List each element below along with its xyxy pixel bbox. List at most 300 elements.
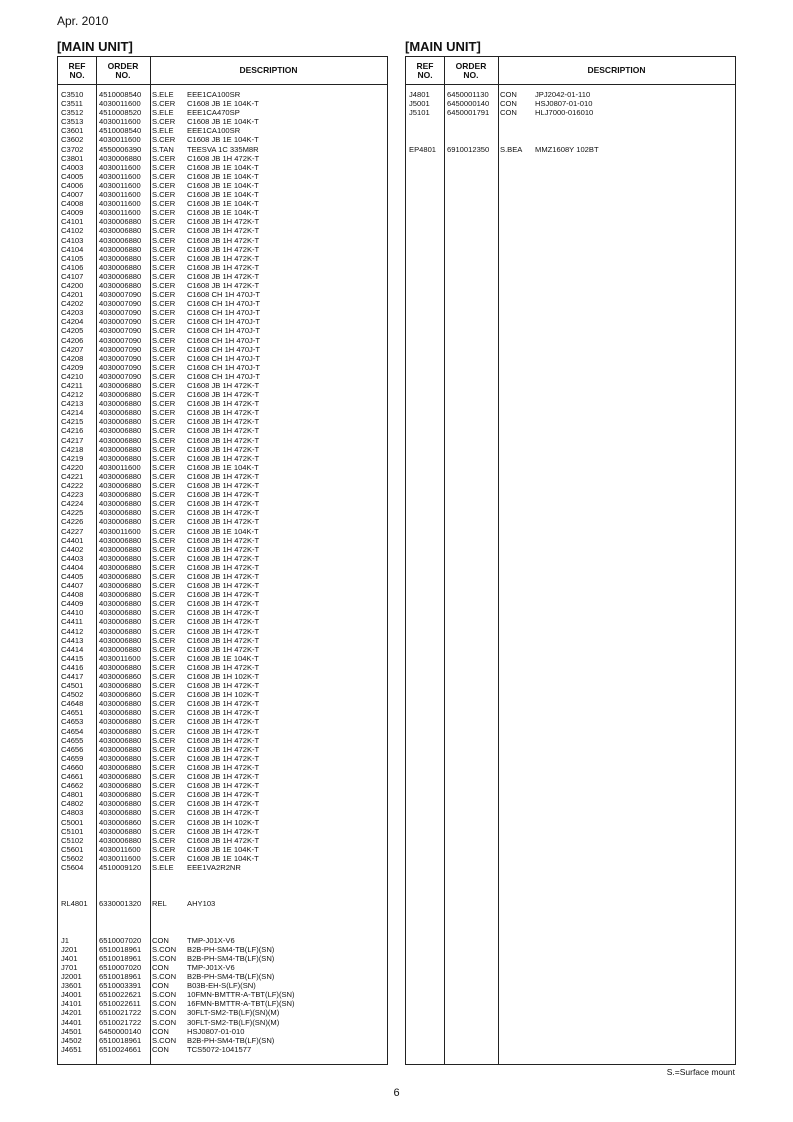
- part-type-cell: S.CON: [152, 999, 177, 1009]
- description-cell: C1608 JB 1H 472K-T: [187, 244, 260, 254]
- description-cell: EEE1CA100SR: [187, 126, 241, 136]
- order-no-cell: 4030011600: [99, 171, 141, 181]
- part-type-cell: S.CON: [152, 953, 177, 963]
- description-cell: C1608 JB 1H 472K-T: [187, 571, 260, 581]
- part-type-cell: S.CER: [152, 681, 176, 691]
- description-cell: C1608 JB 1H 472K-T: [187, 553, 260, 563]
- table-row: [58, 417, 387, 426]
- part-type-cell: S.CER: [152, 717, 176, 727]
- order-no-cell: 4030006880: [99, 699, 142, 709]
- order-no-cell: 4030007090: [99, 353, 142, 363]
- spacer-row: [58, 881, 387, 890]
- table-row: [58, 481, 387, 490]
- ref-no-cell: C4218: [61, 444, 84, 454]
- description-cell: C1608 JB 1H 472K-T: [187, 235, 260, 245]
- ref-no-cell: J4651: [61, 1044, 82, 1054]
- table-row: [58, 508, 387, 517]
- description-cell: C1608 JB 1H 472K-T: [187, 590, 260, 600]
- part-type-cell: S.CER: [152, 190, 176, 200]
- table-row: [58, 945, 387, 954]
- table-row: [58, 1045, 387, 1054]
- part-type-cell: S.CER: [152, 535, 176, 545]
- table-row: [58, 272, 387, 281]
- part-type-cell: S.CER: [152, 235, 176, 245]
- description-cell: C1608 JB 1H 472K-T: [187, 581, 260, 591]
- part-type-cell: S.CER: [152, 299, 176, 309]
- left-rows: [58, 90, 387, 1054]
- part-type-cell: S.CER: [152, 708, 176, 718]
- table-row: [58, 599, 387, 608]
- order-no-cell: 4030006860: [99, 690, 142, 700]
- table-row: [58, 827, 387, 836]
- description-cell: AHY103: [187, 899, 216, 909]
- description-cell: C1608 JB 1H 472K-T: [187, 453, 260, 463]
- ref-no-cell: C4402: [61, 544, 84, 554]
- description-cell: C1608 JB 1E 104K-T: [187, 844, 259, 854]
- description-cell: C1608 JB 1H 472K-T: [187, 835, 260, 845]
- table-header: [58, 57, 387, 85]
- ref-no-cell: RL4801: [61, 899, 88, 909]
- order-no-cell: 6510021722: [99, 1017, 142, 1027]
- description-cell: C1608 JB 1H 472K-T: [187, 662, 260, 672]
- order-no-cell: 4030006880: [99, 544, 142, 554]
- table-row: [58, 754, 387, 763]
- part-type-cell: S.CER: [152, 353, 176, 363]
- part-type-cell: S.ELE: [152, 108, 174, 118]
- description-cell: C1608 JB 1H 472K-T: [187, 471, 260, 481]
- description-cell: C1608 CH 1H 470J-T: [187, 290, 261, 300]
- ref-no-cell: C3601: [61, 126, 84, 136]
- description-cell: C1608 JB 1H 472K-T: [187, 426, 260, 436]
- ref-no-cell: C4412: [61, 626, 84, 636]
- description-cell: C1608 JB 1H 472K-T: [187, 808, 260, 818]
- description-cell: C1608 CH 1H 470J-T: [187, 371, 261, 381]
- ref-no-cell: C4655: [61, 735, 84, 745]
- part-type-cell: S.CER: [152, 308, 176, 318]
- spacer-row: [406, 126, 735, 135]
- ref-no-cell: C4417: [61, 672, 84, 681]
- description-cell: C1608 JB 1H 472K-T: [187, 608, 260, 618]
- part-type-cell: S.CER: [152, 726, 176, 736]
- part-type-cell: S.CER: [152, 735, 176, 745]
- ref-no-cell: EP4801: [409, 144, 437, 154]
- order-no-cell: 6450000140: [447, 99, 490, 109]
- order-no-cell: 6450001791: [447, 108, 490, 118]
- order-no-cell: 4030011600: [99, 844, 141, 854]
- order-no-cell: 4030006880: [99, 562, 142, 572]
- part-type-cell: S.CER: [152, 508, 176, 518]
- description-cell: C1608 JB 1E 104K-T: [187, 853, 259, 863]
- description-cell: C1608 JB 1H 472K-T: [187, 772, 260, 782]
- ref-no-cell: C4224: [61, 499, 84, 509]
- description-cell: C1608 JB 1H 472K-T: [187, 753, 260, 763]
- description-cell: C1608 JB 1E 104K-T: [187, 180, 259, 190]
- part-type-cell: S.CER: [152, 344, 176, 354]
- part-type-cell: S.CER: [152, 799, 176, 809]
- ref-no-cell: C4104: [61, 244, 84, 254]
- part-type-cell: S.CON: [152, 990, 177, 1000]
- order-no-cell: 4030006880: [99, 553, 142, 563]
- table-row: [58, 381, 387, 390]
- part-type-cell: S.CER: [152, 553, 176, 563]
- part-type-cell: S.CER: [152, 626, 176, 636]
- part-type-cell: S.CER: [152, 435, 176, 445]
- order-no-cell: 4030006880: [99, 826, 142, 836]
- order-no-header: ORDER NO.: [455, 60, 487, 80]
- right-section-title: [MAIN UNIT]: [405, 39, 481, 54]
- table-row: [58, 681, 387, 690]
- ref-no-cell: C4415: [61, 653, 84, 663]
- ref-no-cell: C4223: [61, 490, 84, 500]
- table-row: [58, 181, 387, 190]
- column-divider: [444, 57, 445, 1064]
- ref-no-cell: C4102: [61, 226, 84, 236]
- part-type-cell: S.CER: [152, 481, 176, 491]
- table-row: [58, 326, 387, 335]
- description-cell: C1608 JB 1H 472K-T: [187, 481, 260, 491]
- table-row: [58, 126, 387, 135]
- order-no-cell: 4030006880: [99, 381, 142, 390]
- ref-no-cell: J2001: [61, 972, 82, 982]
- part-type-cell: CON: [500, 90, 517, 99]
- part-type-cell: S.CER: [152, 581, 176, 591]
- ref-no-cell: C4210: [61, 371, 84, 381]
- ref-no-cell: J4502: [61, 1035, 82, 1045]
- ref-no-cell: C4409: [61, 599, 84, 609]
- part-type-cell: S.CER: [152, 271, 176, 281]
- description-cell: C1608 JB 1H 472K-T: [187, 726, 260, 736]
- part-type-cell: S.CER: [152, 590, 176, 600]
- description-cell: C1608 JB 1H 472K-T: [187, 253, 260, 263]
- order-no-cell: 4510008540: [99, 90, 142, 99]
- description-cell: C1608 JB 1H 472K-T: [187, 390, 260, 400]
- order-no-cell: 4030006880: [99, 762, 142, 772]
- ref-no-cell: C4803: [61, 808, 84, 818]
- part-type-cell: S.ELE: [152, 90, 174, 99]
- part-type-cell: S.CER: [152, 417, 176, 427]
- order-no-cell: 4030006880: [99, 499, 142, 509]
- part-type-cell: S.CER: [152, 690, 176, 700]
- table-row: [58, 1027, 387, 1036]
- ref-no-cell: C5604: [61, 862, 84, 872]
- part-type-cell: S.CON: [152, 1017, 177, 1027]
- order-no-cell: 4030006880: [99, 799, 142, 809]
- part-type-cell: S.CER: [152, 662, 176, 672]
- ref-no-cell: C4200: [61, 280, 84, 290]
- order-no-cell: 4030006880: [99, 253, 142, 263]
- description-cell: 10FMN-BMTTR-A-TBT(LF)(SN): [187, 990, 295, 1000]
- table-row: [58, 499, 387, 508]
- ref-no-cell: C4008: [61, 199, 84, 209]
- table-row: [58, 163, 387, 172]
- table-row: [58, 708, 387, 717]
- description-cell: C1608 JB 1E 104K-T: [187, 162, 259, 172]
- part-type-cell: S.CER: [152, 462, 176, 472]
- table-row: [58, 436, 387, 445]
- description-cell: C1608 JB 1H 472K-T: [187, 699, 260, 709]
- ref-no-cell: C4401: [61, 535, 84, 545]
- table-row: [58, 263, 387, 272]
- order-no-cell: 6510024661: [99, 1044, 142, 1054]
- description-cell: C1608 JB 1H 472K-T: [187, 271, 260, 281]
- order-no-cell: 4550006390: [99, 144, 142, 154]
- part-type-cell: S.CER: [152, 262, 176, 272]
- order-no-cell: 4030006880: [99, 835, 142, 845]
- ref-no-cell: C4404: [61, 562, 84, 572]
- ref-no-cell: C4408: [61, 590, 84, 600]
- table-row: [58, 772, 387, 781]
- order-no-cell: 4030007090: [99, 335, 142, 345]
- ref-no-cell: C4006: [61, 180, 84, 190]
- ref-no-cell: C4215: [61, 417, 84, 427]
- table-row: [58, 727, 387, 736]
- ref-no-cell: C5101: [61, 826, 84, 836]
- table-row: [58, 636, 387, 645]
- ref-no-cell: C3602: [61, 135, 84, 145]
- ref-no-cell: C4101: [61, 217, 84, 227]
- table-row: [58, 290, 387, 299]
- table-row: [58, 135, 387, 144]
- table-row: [58, 763, 387, 772]
- spacer-row: [406, 135, 735, 144]
- right-parts-table: [405, 56, 736, 1065]
- description-cell: C1608 JB 1H 472K-T: [187, 508, 260, 518]
- table-row: [58, 836, 387, 845]
- order-no-cell: 6510018961: [99, 972, 142, 982]
- part-type-cell: S.CER: [152, 153, 176, 163]
- part-type-cell: S.CER: [152, 826, 176, 836]
- part-type-cell: S.CER: [152, 753, 176, 763]
- part-type-cell: S.CER: [152, 217, 176, 227]
- description-cell: C1608 JB 1H 472K-T: [187, 217, 260, 227]
- page-number: 6: [393, 1087, 400, 1099]
- order-no-cell: 4030006880: [99, 753, 142, 763]
- description-cell: C1608 JB 1E 104K-T: [187, 526, 259, 536]
- order-no-cell: 4030007090: [99, 344, 142, 354]
- table-row: [58, 790, 387, 799]
- table-row: [58, 1018, 387, 1027]
- part-type-cell: CON: [152, 981, 169, 991]
- table-row: [58, 145, 387, 154]
- description-cell: EEE1CA470SP: [187, 108, 240, 118]
- order-no-cell: 4030006880: [99, 708, 142, 718]
- table-row: [58, 308, 387, 317]
- part-type-cell: S.CER: [152, 635, 176, 645]
- description-cell: C1608 JB 1H 472K-T: [187, 399, 260, 409]
- part-type-cell: S.CER: [152, 408, 176, 418]
- order-no-cell: 4030006880: [99, 617, 142, 627]
- description-cell: C1608 JB 1H 472K-T: [187, 435, 260, 445]
- description-cell: C1608 JB 1H 472K-T: [187, 781, 260, 791]
- order-no-cell: 4030006880: [99, 608, 142, 618]
- order-no-cell: 4030006880: [99, 444, 142, 454]
- ref-no-cell: C4407: [61, 581, 84, 591]
- description-cell: HSJ0807-01-010: [187, 1026, 245, 1036]
- ref-no-cell: C4416: [61, 662, 84, 672]
- order-no-cell: 6510022611: [99, 999, 141, 1009]
- order-no-cell: 4030006880: [99, 681, 142, 691]
- part-type-cell: S.CER: [152, 244, 176, 254]
- part-type-cell: CON: [152, 963, 169, 972]
- order-no-cell: 4030006880: [99, 217, 142, 227]
- part-type-cell: S.CER: [152, 253, 176, 263]
- table-row: [58, 572, 387, 581]
- ref-no-cell: C4222: [61, 481, 84, 491]
- table-row: [58, 863, 387, 872]
- ref-no-cell: C4217: [61, 435, 84, 445]
- description-cell: EEE1CA100SR: [187, 90, 241, 99]
- description-cell: C1608 CH 1H 470J-T: [187, 362, 261, 372]
- order-no-cell: 4030006880: [99, 535, 142, 545]
- table-row: [58, 663, 387, 672]
- description-cell: 30FLT-SM2-TB(LF)(SN)(M): [187, 1008, 280, 1018]
- description-cell: C1608 JB 1H 472K-T: [187, 226, 260, 236]
- ref-no-cell: C4659: [61, 753, 84, 763]
- description-cell: C1608 JB 1E 104K-T: [187, 462, 259, 472]
- order-no-cell: 4030006880: [99, 271, 142, 281]
- description-cell: C1608 JB 1H 472K-T: [187, 381, 260, 390]
- ref-no-cell: C4107: [61, 271, 84, 281]
- order-no-cell: 4030006880: [99, 626, 142, 636]
- spacer-row: [58, 890, 387, 899]
- table-row: [58, 299, 387, 308]
- ref-no-cell: J701: [61, 963, 78, 972]
- ref-no-cell: J3601: [61, 981, 82, 991]
- ref-no-cell: C4105: [61, 253, 84, 263]
- ref-no-cell: C4226: [61, 517, 84, 527]
- order-no-cell: 4030006880: [99, 471, 142, 481]
- description-cell: MMZ1608Y 102BT: [535, 144, 599, 154]
- order-no-cell: 4030006880: [99, 226, 142, 236]
- table-row: [58, 245, 387, 254]
- table-row: [58, 190, 387, 199]
- description-cell: C1608 JB 1E 104K-T: [187, 117, 259, 127]
- spacer-row: [58, 918, 387, 927]
- order-no-cell: 4030006860: [99, 817, 142, 827]
- table-row: [58, 808, 387, 817]
- table-row: [58, 517, 387, 526]
- order-no-cell: 4030006880: [99, 426, 142, 436]
- part-type-cell: S.CER: [152, 617, 176, 627]
- ref-no-cell: J201: [61, 944, 78, 954]
- ref-no-cell: J4001: [61, 990, 82, 1000]
- ref-no-cell: C4501: [61, 681, 84, 691]
- part-type-cell: S.CER: [152, 790, 176, 800]
- description-cell: HSJ0807-01-010: [535, 99, 593, 109]
- description-cell: C1608 JB 1E 104K-T: [187, 99, 259, 109]
- ref-no-cell: C3511: [61, 99, 83, 109]
- part-type-cell: S.CER: [152, 499, 176, 509]
- order-no-cell: 4510008540: [99, 126, 142, 136]
- table-row: [406, 108, 735, 117]
- table-row: [58, 972, 387, 981]
- table-row: [58, 463, 387, 472]
- part-type-cell: S.CER: [152, 199, 176, 209]
- ref-no-cell: C4660: [61, 762, 84, 772]
- ref-no-cell: C4403: [61, 553, 84, 563]
- order-no-cell: 4030011600: [99, 180, 141, 190]
- table-row: [58, 372, 387, 381]
- order-no-cell: 4030011600: [99, 208, 141, 218]
- description-cell: C1608 JB 1H 102K-T: [187, 817, 260, 827]
- description-cell: C1608 JB 1E 104K-T: [187, 208, 259, 218]
- ref-no-cell: C4211: [61, 381, 83, 390]
- table-row: [58, 699, 387, 708]
- part-type-cell: S.CER: [152, 517, 176, 527]
- description-cell: C1608 JB 1H 472K-T: [187, 544, 260, 554]
- ref-no-cell: C4103: [61, 235, 84, 245]
- table-row: [58, 581, 387, 590]
- ref-no-header: REF NO.: [416, 60, 434, 80]
- part-type-cell: S.CER: [152, 490, 176, 500]
- part-type-cell: S.CER: [152, 335, 176, 345]
- part-type-cell: S.CER: [152, 471, 176, 481]
- ref-no-cell: C4007: [61, 190, 84, 200]
- part-type-cell: S.CER: [152, 399, 176, 409]
- ref-no-cell: C5602: [61, 853, 84, 863]
- part-type-cell: S.CON: [152, 1035, 177, 1045]
- part-type-cell: S.CER: [152, 599, 176, 609]
- order-no-cell: 6510018961: [99, 944, 142, 954]
- ref-no-cell: C4204: [61, 317, 84, 327]
- table-row: [58, 854, 387, 863]
- table-row: [58, 645, 387, 654]
- table-row: [58, 217, 387, 226]
- ref-no-cell: C4656: [61, 744, 84, 754]
- table-row: [58, 154, 387, 163]
- description-cell: C1608 CH 1H 470J-T: [187, 335, 261, 345]
- part-type-cell: S.CER: [152, 644, 176, 654]
- order-no-cell: 4030006880: [99, 508, 142, 518]
- part-type-cell: S.CER: [152, 544, 176, 554]
- ref-no-cell: C4205: [61, 326, 84, 336]
- order-no-cell: 4030006880: [99, 781, 142, 791]
- description-cell: C1608 CH 1H 470J-T: [187, 299, 261, 309]
- description-cell: C1608 JB 1H 102K-T: [187, 672, 260, 681]
- description-cell: TMP-J01X-V6: [187, 963, 235, 972]
- part-type-cell: S.CER: [152, 290, 176, 300]
- description-cell: JPJ2042-01-110: [535, 90, 591, 99]
- spacer-row: [406, 117, 735, 126]
- ref-no-cell: C3512: [61, 108, 84, 118]
- order-no-cell: 4510008520: [99, 108, 142, 118]
- ref-no-cell: C4648: [61, 699, 84, 709]
- table-row: [58, 899, 387, 908]
- spacer-row: [58, 908, 387, 917]
- description-cell: B2B-PH-SM4-TB(LF)(SN): [187, 972, 275, 982]
- part-type-cell: S.TAN: [152, 144, 174, 154]
- table-row: [58, 472, 387, 481]
- order-no-cell: 6510003391: [99, 981, 142, 991]
- ref-no-cell: C4221: [61, 471, 84, 481]
- ref-no-cell: J4501: [61, 1026, 82, 1036]
- description-cell: C1608 JB 1H 472K-T: [187, 826, 260, 836]
- table-row: [58, 545, 387, 554]
- part-type-cell: S.CER: [152, 744, 176, 754]
- part-type-cell: S.CER: [152, 453, 176, 463]
- ref-no-cell: C4003: [61, 162, 84, 172]
- order-no-cell: 4030006880: [99, 744, 142, 754]
- order-no-cell: 4030011600: [99, 199, 141, 209]
- table-row: [58, 608, 387, 617]
- description-cell: C1608 JB 1H 472K-T: [187, 262, 260, 272]
- part-type-cell: S.CER: [152, 608, 176, 618]
- table-row: [58, 354, 387, 363]
- ref-no-cell: J4201: [61, 1008, 82, 1018]
- part-type-cell: S.CER: [152, 699, 176, 709]
- part-type-cell: S.CON: [152, 944, 177, 954]
- ref-no-cell: C5102: [61, 835, 84, 845]
